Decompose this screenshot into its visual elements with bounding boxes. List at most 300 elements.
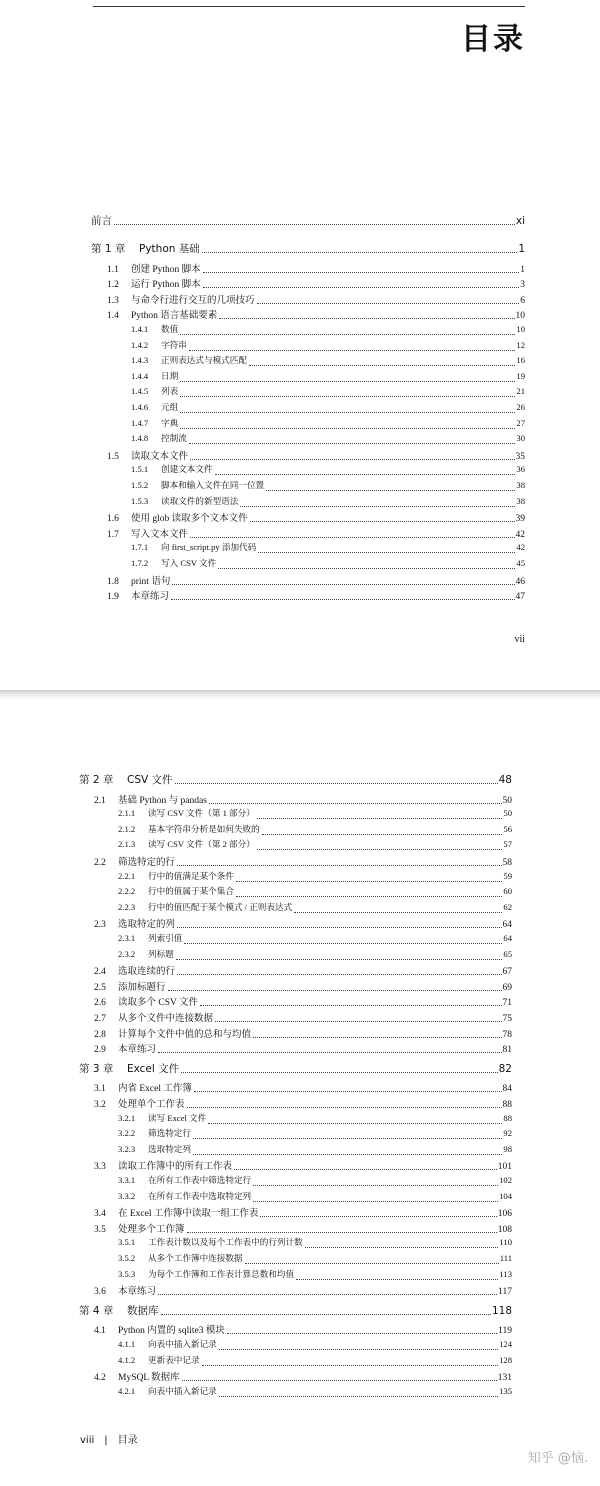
entry-title: 本章练习 — [118, 1045, 157, 1056]
entry-number: 2.5 — [94, 982, 106, 993]
entry-page: 135 — [499, 1385, 512, 1396]
entry-page: 101 — [497, 1162, 512, 1173]
entry-number: 2.1 — [94, 795, 106, 806]
dot-leader — [114, 223, 515, 225]
entry-page: 59 — [503, 870, 512, 881]
entry-title: 向 first_script.py 添加代码 — [161, 542, 257, 553]
entry-title: 列索引值 — [148, 933, 183, 943]
dot-leader — [250, 520, 515, 522]
toc-entry-chap — [79, 772, 512, 786]
toc-entry-sub — [118, 1127, 512, 1141]
entry-title: 添加标题行 — [118, 982, 166, 993]
dot-leader — [177, 926, 501, 928]
entry-number: 3.1 — [94, 1084, 106, 1095]
entry-title: 工作表计数以及每个工作表中的行列计数 — [148, 1237, 303, 1248]
entry-page: 35 — [515, 451, 525, 462]
toc-entry-sec — [94, 1041, 512, 1055]
entry-title: 在所有工作表中选取特定列 — [148, 1190, 252, 1201]
entry-page: 38 — [516, 495, 525, 506]
entry-page: 124 — [499, 1339, 512, 1349]
toc-entry-sub — [131, 432, 525, 446]
dot-leader — [187, 1106, 502, 1108]
entry-page: 64 — [502, 920, 512, 931]
entry-page: 27 — [516, 417, 525, 428]
entry-title: 写入文本文件 — [131, 529, 189, 540]
dot-leader — [177, 973, 501, 975]
entry-title: 读取工作簿中的所有工作表 — [118, 1162, 233, 1173]
entry-number: 3.5 — [94, 1224, 106, 1235]
dot-leader — [193, 1137, 502, 1139]
entry-title: 本章练习 — [131, 592, 170, 603]
toc-entry-sub — [118, 870, 512, 884]
entry-title: Python 内置的 sqlite3 模块 — [118, 1326, 225, 1337]
dot-leader — [171, 598, 514, 600]
entry-page: 64 — [503, 933, 512, 943]
entry-number: 2.3.2 — [118, 948, 136, 959]
dot-leader — [180, 380, 515, 382]
entry-number: 1.9 — [107, 592, 119, 603]
entry-number: 4.2 — [94, 1373, 106, 1384]
entry-page: 110 — [499, 1237, 512, 1248]
dot-leader — [180, 427, 515, 429]
entry-page: 62 — [503, 901, 512, 912]
entry-number: 3.6 — [94, 1287, 106, 1298]
entry-number: 3.2.1 — [118, 1112, 136, 1123]
toc-entry-chap — [91, 241, 525, 255]
entry-title: 基本字符串分析是如何失败的 — [148, 823, 260, 834]
toc-entry-sub — [131, 479, 525, 493]
dot-leader — [215, 473, 516, 475]
entry-title: print 语句 — [131, 576, 171, 587]
toc-entry-sec — [94, 1158, 512, 1172]
entry-page: 88 — [502, 1100, 512, 1110]
entry-page: 12 — [516, 339, 525, 350]
toc-entry-sub — [118, 1174, 512, 1188]
entry-title: 向表中插入新记录 — [148, 1339, 217, 1349]
entry-number: 2.6 — [94, 998, 106, 1009]
dot-leader — [245, 1262, 499, 1264]
toc-entry-sec — [94, 1369, 512, 1383]
toc-entry-sub — [118, 1252, 512, 1266]
toc-entry-sub — [131, 323, 525, 337]
entry-number: 2.2.1 — [118, 870, 136, 881]
dot-leader — [208, 1122, 502, 1124]
entry-title: 向表中插入新记录 — [148, 1385, 217, 1396]
dot-leader — [203, 286, 520, 288]
entry-title: 从多个工作簿中连接数据 — [148, 1253, 243, 1263]
entry-page: 65 — [503, 948, 512, 959]
dot-leader — [240, 505, 515, 507]
entry-title: 读取文本文件 — [131, 451, 189, 462]
entry-page: 104 — [499, 1190, 512, 1201]
page-separator — [0, 690, 600, 700]
footer-title: 目录 — [117, 1435, 138, 1446]
entry-title: 选取特定列 — [148, 1143, 191, 1154]
entry-number: 1.3 — [107, 295, 119, 306]
entry-title: 筛选特定行 — [148, 1128, 191, 1139]
entry-page: 39 — [515, 514, 525, 525]
dot-leader — [296, 1278, 498, 1280]
entry-page: 10 — [515, 311, 525, 322]
entry-number: 1.1 — [107, 264, 119, 275]
entry-title: 处理单个工作表 — [118, 1100, 185, 1110]
entry-number: 3.3 — [94, 1162, 106, 1173]
page-title: 目录 — [461, 22, 525, 57]
entry-page: 1 — [520, 264, 525, 275]
dot-leader — [193, 1153, 502, 1155]
entry-number: 第 4 章 — [79, 1304, 114, 1317]
entry-page: 26 — [516, 402, 525, 412]
toc-entry-sec — [94, 1221, 512, 1235]
entry-number: 1.4.1 — [131, 324, 149, 334]
toc-entry-sub — [131, 385, 525, 399]
toc-entry-sec — [94, 916, 512, 930]
entry-page: 118 — [491, 1304, 512, 1317]
dot-leader — [236, 895, 502, 897]
toc-entry-sec — [94, 854, 512, 868]
entry-page: 58 — [502, 858, 512, 868]
entry-title: 读取多个 CSV 文件 — [118, 998, 199, 1009]
dot-leader — [209, 802, 502, 804]
entry-number: 2.2.2 — [118, 886, 136, 897]
entry-title: 筛选特定的行 — [118, 858, 176, 868]
toc-entry-sub — [118, 885, 512, 899]
header-rule — [93, 6, 525, 7]
toc-entry-sub — [118, 823, 512, 837]
entry-page: 111 — [499, 1253, 512, 1263]
entry-number: 1.7 — [107, 529, 119, 540]
entry-title: 计算每个文件中值的总和与均值 — [118, 1029, 252, 1040]
entry-page: 82 — [498, 1062, 512, 1075]
entry-page: 113 — [499, 1268, 512, 1279]
dot-leader — [234, 1168, 497, 1170]
toc-entry-chap — [79, 1303, 512, 1317]
entry-page: 69 — [502, 982, 512, 993]
toc-entry-sub — [118, 1385, 512, 1399]
dot-leader — [189, 349, 516, 351]
toc-entry-sec — [107, 307, 525, 321]
entry-page: 36 — [516, 464, 525, 475]
entry-page: 6 — [520, 295, 525, 306]
preface-entry — [91, 213, 525, 227]
entry-page: 98 — [503, 1143, 512, 1154]
dot-leader — [190, 536, 514, 538]
toc-entry-sec — [107, 526, 525, 540]
entry-title: Python 语言基础要素 — [131, 311, 218, 322]
toc-entry-sub — [131, 417, 525, 431]
toc-entry-sec — [94, 1096, 512, 1110]
toc-entry-sub — [118, 948, 512, 962]
entry-number: 1.4.6 — [131, 402, 149, 412]
entry-title: 读写 CSV 文件（第 2 部分） — [148, 839, 255, 850]
toc-entry-sub — [118, 1190, 512, 1204]
entry-number: 2.3.1 — [118, 933, 136, 943]
entry-page: 50 — [502, 795, 512, 806]
entry-title: 控制流 — [161, 433, 187, 444]
dot-leader — [161, 1313, 491, 1315]
entry-number: 3.2.2 — [118, 1128, 136, 1139]
entry-page: 38 — [516, 480, 525, 490]
dot-leader — [180, 411, 515, 413]
entry-number: 2.8 — [94, 1029, 106, 1040]
toc-entry-sec — [94, 1322, 512, 1336]
entry-number: 1.2 — [107, 280, 119, 291]
entry-title: 写入 CSV 文件 — [161, 558, 217, 568]
toc-entry-sub — [118, 901, 512, 915]
entry-title: 行中的值属于某个集合 — [148, 886, 234, 897]
dot-leader — [262, 833, 503, 835]
dot-leader — [189, 442, 516, 444]
toc-entry-sub — [118, 1354, 512, 1368]
entry-page: 46 — [515, 576, 525, 587]
toc-entry-sec — [94, 1010, 512, 1024]
entry-page: 50 — [503, 808, 512, 819]
entry-page: 117 — [498, 1287, 512, 1298]
toc-entry-sub — [118, 1268, 512, 1282]
toc-entry-sec — [107, 261, 525, 275]
toc-entry-sub — [118, 1143, 512, 1157]
dot-leader — [176, 958, 503, 960]
entry-number: 1.6 — [107, 514, 119, 525]
entry-title: 正则表达式与模式匹配 — [161, 355, 247, 366]
entry-title: 从多个文件中连接数据 — [118, 1014, 214, 1024]
toc-entry-sec — [107, 292, 525, 306]
toc-entry-sub — [131, 495, 525, 509]
entry-page: 92 — [503, 1128, 512, 1139]
dot-leader — [236, 880, 502, 882]
entry-title: Excel 文件 — [127, 1062, 180, 1075]
entry-number: 4.1.1 — [118, 1339, 136, 1349]
toc-entry-sec — [94, 963, 512, 977]
toc-entry-chap — [79, 1061, 512, 1075]
entry-number: 3.3.1 — [118, 1175, 136, 1185]
entry-number: 3.5.2 — [118, 1253, 136, 1263]
entry-page: 45 — [516, 558, 525, 568]
entry-title: 内省 Excel 工作簿 — [118, 1084, 192, 1095]
entry-title: Python 基础 — [139, 243, 200, 255]
toc-entry-sec — [107, 573, 525, 587]
entry-title: 读写 CSV 文件（第 1 部分） — [148, 808, 255, 819]
toc-entry-sub — [131, 354, 525, 368]
entry-title: 与命令行进行交互的几项技巧 — [131, 295, 255, 306]
toc-entry-sec — [94, 1205, 512, 1219]
entry-number: 2.1.2 — [118, 823, 136, 834]
entry-number: 1.4.7 — [131, 417, 149, 428]
entry-title: 日期 — [161, 370, 179, 381]
dot-leader — [158, 1051, 501, 1053]
entry-number: 2.2 — [94, 858, 106, 868]
entry-title: 脚本和输入文件在同一位置 — [161, 480, 265, 490]
dot-leader — [177, 864, 501, 866]
toc-entry-sub — [131, 370, 525, 384]
toc-page-viii — [0, 700, 600, 1486]
dot-leader — [175, 782, 498, 784]
entry-page: 75 — [502, 1014, 512, 1024]
entry-title: 列标题 — [148, 948, 174, 959]
entry-number: 1.5.1 — [131, 464, 149, 475]
dot-leader — [218, 567, 515, 569]
dot-leader — [260, 1215, 496, 1217]
entry-number: 第 3 章 — [79, 1062, 114, 1075]
entry-number: 3.4 — [94, 1209, 106, 1220]
entry-number: 1.8 — [107, 576, 119, 587]
dot-leader — [219, 1395, 498, 1397]
entry-page: 67 — [502, 967, 512, 978]
dot-leader — [182, 1379, 497, 1381]
dot-leader — [266, 489, 515, 491]
toc-entry-sub — [118, 1112, 512, 1126]
entry-title: 元组 — [161, 402, 179, 412]
toc-entry-sub — [131, 401, 525, 415]
dot-leader — [219, 317, 514, 319]
dot-leader — [190, 458, 514, 460]
toc-entry-sec — [94, 1026, 512, 1040]
entry-title: 在所有工作表中筛选特定行 — [148, 1175, 252, 1185]
entry-title: 创建文本文件 — [161, 464, 213, 475]
toc-entry-sub — [131, 541, 525, 555]
dot-leader — [168, 989, 502, 991]
toc-entry-sec — [107, 588, 525, 602]
dot-leader — [227, 1332, 497, 1334]
entry-page: 60 — [503, 886, 512, 897]
entry-number: 2.2.3 — [118, 901, 136, 912]
entry-page: 16 — [516, 355, 525, 366]
entry-title: 列表 — [161, 386, 179, 397]
entry-title: 选取连续的行 — [118, 967, 176, 978]
entry-number: 2.7 — [94, 1014, 106, 1024]
dot-leader — [253, 1200, 498, 1202]
dot-leader — [203, 271, 520, 273]
entry-number: 2.1.1 — [118, 808, 136, 819]
toc-entry-sec — [94, 994, 512, 1008]
entry-title: 更新表中记录 — [148, 1354, 200, 1365]
entry-title: 创建 Python 脚本 — [131, 264, 201, 275]
toc-entry-sub — [118, 807, 512, 821]
dot-leader — [219, 1348, 498, 1350]
entry-number: 3.5.1 — [118, 1237, 136, 1248]
toc-entry-sec — [94, 1080, 512, 1094]
toc-entry-sub — [118, 1338, 512, 1352]
dot-leader — [249, 364, 515, 366]
entry-title: 字典 — [161, 417, 179, 428]
entry-page: 106 — [497, 1209, 512, 1220]
toc-entry-sub — [131, 557, 525, 571]
entry-title: 为每个工作簿和工作表计算总数和均值 — [148, 1268, 295, 1279]
entry-number: 1.7.1 — [131, 542, 149, 553]
toc-entry-sub — [118, 1236, 512, 1250]
entry-page: 84 — [502, 1084, 512, 1095]
toc-entry-sub — [131, 463, 525, 477]
entry-number: 第 2 章 — [79, 774, 114, 786]
entry-title: 运行 Python 脚本 — [131, 280, 201, 291]
entry-number: 1.7.2 — [131, 558, 149, 568]
dot-leader — [257, 848, 503, 850]
entry-page: 47 — [515, 592, 525, 603]
toc-entry-sub — [118, 838, 512, 852]
dot-leader — [253, 1184, 498, 1186]
entry-title: 选取特定的列 — [118, 920, 176, 931]
toc-entry-sec — [94, 1283, 512, 1297]
entry-page: 10 — [516, 324, 525, 334]
entry-title: CSV 文件 — [127, 774, 173, 786]
watermark: 知乎 @恼. — [527, 1451, 588, 1466]
entry-page: 71 — [502, 998, 512, 1009]
entry-page: 1 — [518, 243, 525, 255]
dot-leader — [200, 1004, 501, 1006]
dot-leader — [294, 911, 502, 913]
entry-number: 1.5.3 — [131, 495, 149, 506]
page-footer — [80, 1431, 138, 1446]
entry-title: 数据库 — [127, 1304, 159, 1317]
entry-number: 1.4.2 — [131, 339, 149, 350]
dot-leader — [305, 1246, 499, 1248]
entry-number: 4.1.2 — [118, 1354, 136, 1365]
entry-number: 1.4.4 — [131, 370, 149, 381]
toc-entry-sec — [94, 792, 512, 806]
entry-page: 57 — [503, 839, 512, 850]
footer-page-number: viii — [80, 1435, 95, 1446]
entry-number: 第 1 章 — [91, 243, 126, 255]
entry-title: 读取文件的新型语法 — [161, 495, 239, 506]
entry-page: 30 — [516, 433, 525, 444]
entry-title: 读写 Excel 文件 — [148, 1112, 207, 1123]
entry-page: 102 — [499, 1175, 512, 1185]
dot-leader — [253, 1036, 501, 1038]
toc-entry-sec — [107, 276, 525, 290]
toc-entry-sec — [107, 510, 525, 524]
toc-entry-sub — [118, 932, 512, 946]
dot-leader — [184, 942, 502, 944]
footer-separator: | — [104, 1435, 108, 1446]
preface-page: xi — [515, 215, 525, 227]
dot-leader — [172, 583, 514, 585]
dot-leader — [180, 333, 515, 335]
entry-title: 本章练习 — [118, 1287, 157, 1298]
entry-number: 1.4.3 — [131, 355, 149, 366]
toc-entry-sec — [94, 979, 512, 993]
entry-number: 1.4.5 — [131, 386, 149, 397]
entry-number: 4.2.1 — [118, 1385, 136, 1396]
entry-title: 处理多个工作簿 — [118, 1224, 185, 1235]
dot-leader — [180, 395, 515, 397]
preface-label: 前言 — [91, 215, 112, 227]
entry-page: 3 — [520, 280, 525, 291]
entry-page: 42 — [516, 542, 525, 553]
dot-leader — [158, 1293, 497, 1295]
entry-page: 78 — [502, 1029, 512, 1040]
dot-leader — [187, 1231, 497, 1233]
entry-number: 1.5 — [107, 451, 119, 462]
dot-leader — [181, 1071, 497, 1073]
entry-title: 在 Excel 工作簿中读取一组工作表 — [118, 1209, 259, 1220]
entry-page: 119 — [498, 1326, 512, 1337]
entry-title: 字符串 — [161, 339, 187, 350]
entry-page: 19 — [516, 370, 525, 381]
entry-number: 2.4 — [94, 967, 106, 978]
entry-title: 行中的值满足某个条件 — [148, 870, 234, 881]
entry-title: 使用 glob 读取多个文本文件 — [131, 514, 248, 525]
entry-number: 1.4.8 — [131, 433, 149, 444]
entry-number: 2.1.3 — [118, 839, 136, 850]
entry-number: 3.3.2 — [118, 1190, 136, 1201]
toc-entry-sub — [131, 339, 525, 353]
entry-number: 2.9 — [94, 1045, 106, 1056]
entry-number: 3.5.3 — [118, 1268, 136, 1279]
page-number: vii — [514, 634, 525, 645]
entry-number: 3.2 — [94, 1100, 106, 1110]
entry-title: 数值 — [161, 324, 179, 334]
entry-page: 56 — [503, 823, 512, 834]
